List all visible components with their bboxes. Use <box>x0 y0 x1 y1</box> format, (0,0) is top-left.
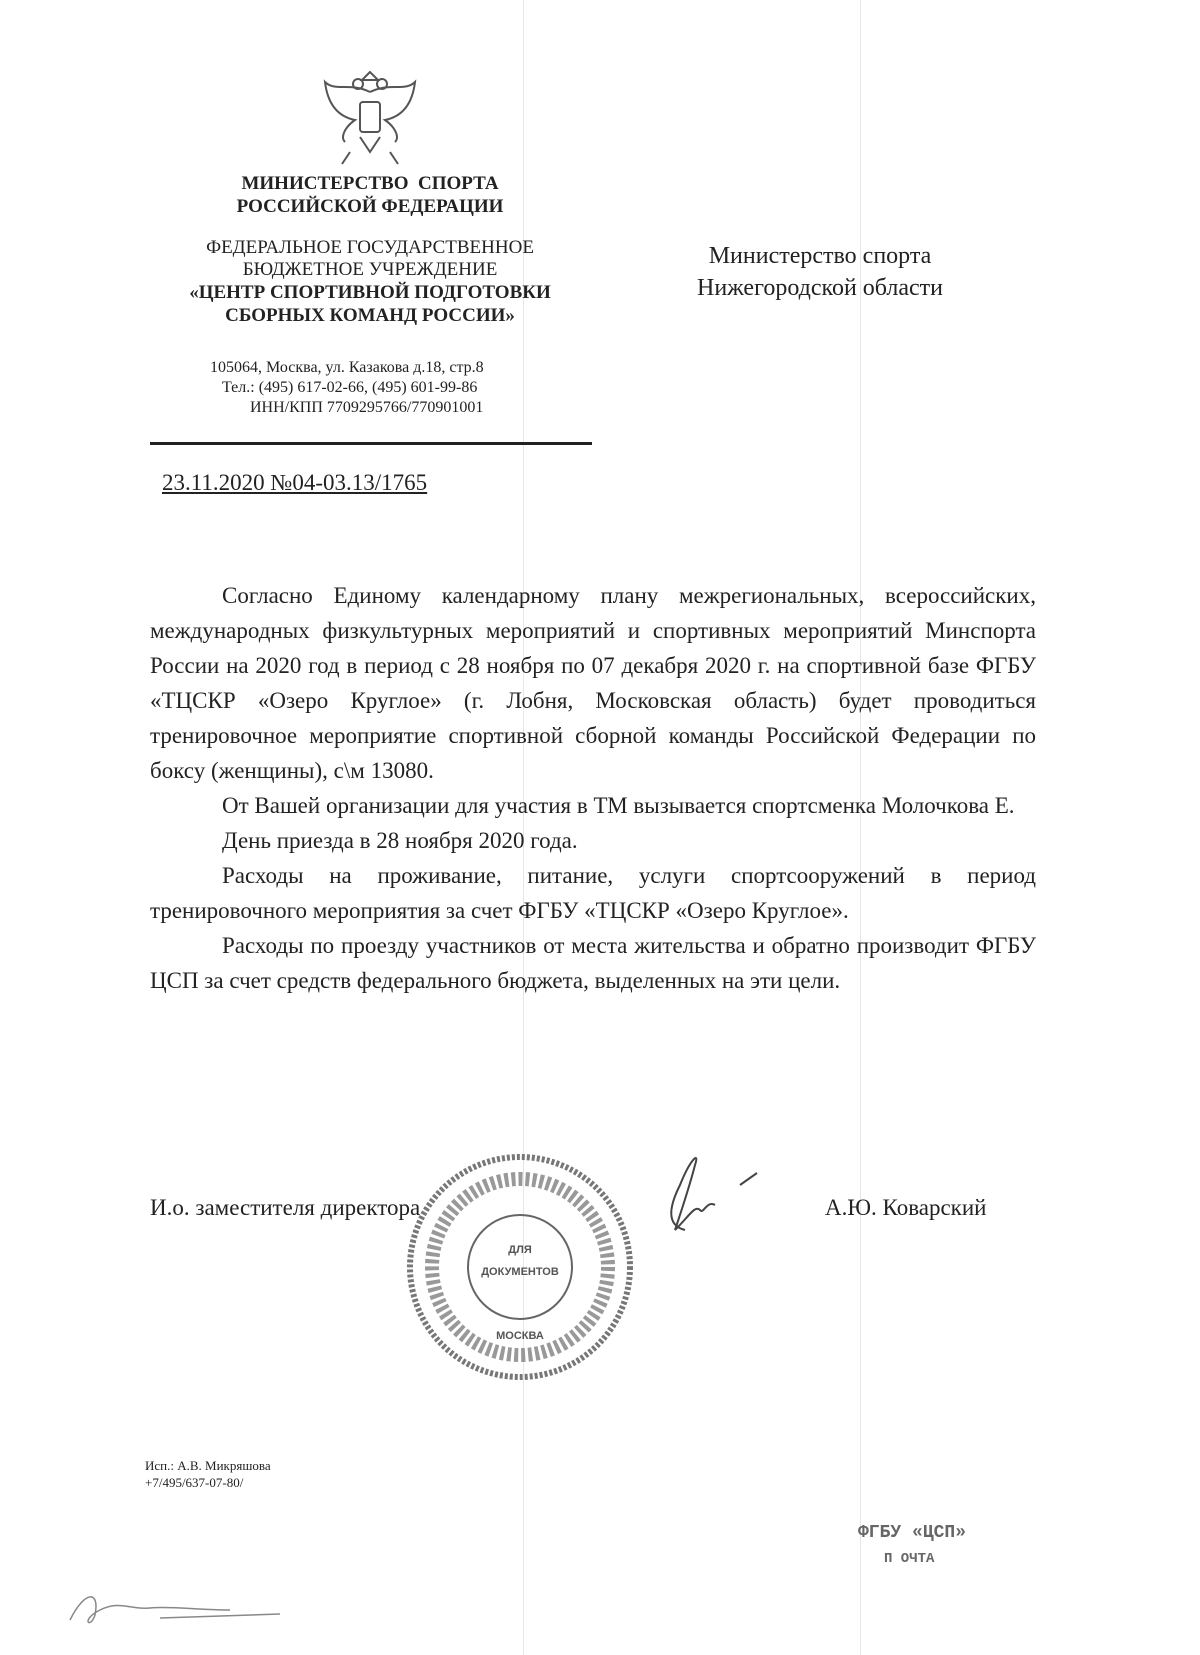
stamp-center-line1: ДЛЯ <box>508 1244 532 1256</box>
executor-phone: +7/495/637-07-80/ <box>145 1475 244 1490</box>
official-round-stamp <box>405 1152 635 1382</box>
post-stamp-line2: П ОЧТА <box>884 1551 935 1567</box>
org-phone: Тел.: (495) 617-02-66, (495) 601-99-86 <box>222 379 478 396</box>
header-divider <box>150 442 592 445</box>
org-name-line3: «ЦЕНТР СПОРТИВНОЙ ПОДГОТОВКИ <box>189 282 551 303</box>
org-inn: ИНН/КПП 7709295766/770901001 <box>250 399 484 416</box>
org-name-line2: БЮДЖЕТНОЕ УЧРЕЖДЕНИЕ <box>242 259 498 280</box>
post-stamp-line1: ФГБУ «ЦСП» <box>858 1523 967 1543</box>
recipient-line1: Министерство спорта <box>708 243 932 269</box>
letter-body <box>150 578 1036 998</box>
ministry-name-line1: МИНИСТЕРСТВО СПОРТА <box>241 173 499 194</box>
executor-initials-signature <box>60 1580 300 1640</box>
executor-name: Исп.: А.В. Микряшова <box>145 1458 271 1473</box>
paragraph: Согласно Единому календарному плану межрегиональных, всероссийских, международных физкультурных мероприятий и спортивных мероприятий Минспорта России на 2020 год в период с 28 ноября по 07 декабря 2020 г. на спортивной базе ФГБУ «ТЦСКР «Озеро Круглое» (г. Лобня, Московская область) будет проводиться тренировочное мероприятие спортивной сборной команды Российской Федерации по боксу (женщины), с\м 13080. <box>150 583 1036 783</box>
org-address: 105064, Москва, ул. Казакова д.18, стр.8 <box>210 359 484 376</box>
document-reference: 23.11.2020 №04-03.13/1765 <box>162 470 428 495</box>
paragraph: Расходы на проживание, питание, услуги спортсооружений в период тренировочного мероприятия за счет ФГБУ «ТЦСКР «Озеро Круглое». <box>150 863 1036 923</box>
coat-of-arms-emblem <box>320 62 420 172</box>
stamp-center-line2: ДОКУМЕНТОВ <box>481 1266 559 1278</box>
paragraph: От Вашей организации для участия в ТМ вызывается спортсменка Молочкова Е. <box>222 793 1015 818</box>
handwritten-signature <box>645 1145 765 1240</box>
ministry-name-line2: РОССИЙСКОЙ ФЕДЕРАЦИИ <box>236 196 504 217</box>
stamp-city: МОСКВА <box>496 1330 544 1342</box>
org-name-line1: ФЕДЕРАЛЬНОЕ ГОСУДАРСТВЕННОЕ <box>206 237 534 258</box>
recipient-line2: Нижегородской области <box>696 275 944 301</box>
org-name-line4: СБОРНЫХ КОМАНД РОССИИ» <box>225 305 515 326</box>
signatory-name: А.Ю. Коварский <box>825 1195 987 1220</box>
paragraph: День приезда в 28 ноября 2020 года. <box>222 828 578 853</box>
signatory-position: И.о. заместителя директора <box>150 1195 421 1220</box>
paragraph: Расходы по проезду участников от места жительства и обратно производит ФГБУ ЦСП за счет средств федерального бюджета, выделенных на эти цели. <box>150 933 1036 993</box>
